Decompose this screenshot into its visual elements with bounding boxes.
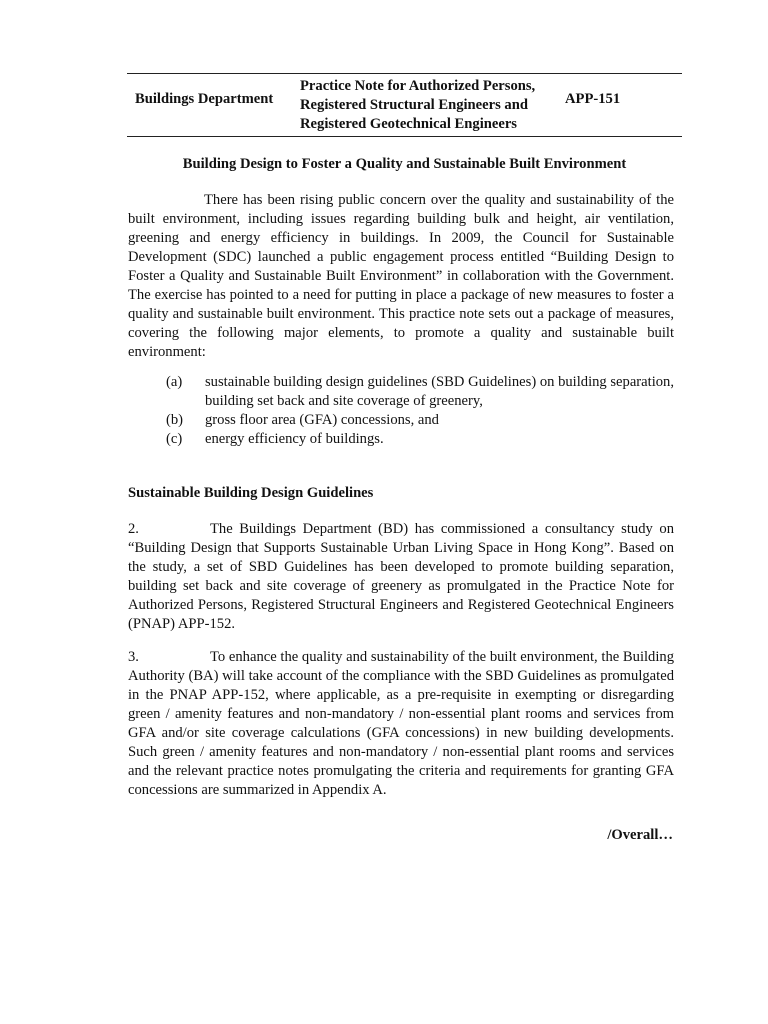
list-item xyxy=(166,430,674,449)
header-practice-note-code: APP-151 xyxy=(565,91,621,107)
header-top-rule xyxy=(127,73,682,74)
paragraph-text: The Buildings Department (BD) has commissioned a consultancy study on “Building Design that Supports Sustainable Urban Living Space in Hong Kong”. Based on the study, a set of SBD Guidelines has been developed to promote building separation, building set back and site coverage of greenery as promulgated in the Practice Note for Authorized Persons, Registered Structural Engineers and Registered Geotechnical Engineers (PNAP) APP-152. xyxy=(128,521,674,632)
elements-list xyxy=(166,373,674,449)
list-item-text: sustainable building design guidelines (SBD Guidelines) on building separation, building set back and site coverage of greenery, xyxy=(205,374,674,409)
continued-marker: /Overall… xyxy=(607,827,673,843)
paragraph-number: 2. xyxy=(128,521,139,537)
paragraph-3 xyxy=(128,648,674,800)
list-item-label: (c) xyxy=(166,431,183,447)
paragraph-text: To enhance the quality and sustainability of the built environment, the Building Authority (BA) will take account of the compliance with the SBD Guidelines as promulgated in the PNAP APP-152, where applicable, as a pre-requisite in exempting or disregarding green / amenity features and non-mandatory / non-essential plant rooms and services from GFA and/or site coverage calculations (GFA concessions) in new building developments. Such green / amenity features and non-mandatory / non-essential plant rooms and services and the relevant practice notes promulgating the criteria and requirements for granting GFA concessions are summarized in Appendix A. xyxy=(128,649,674,798)
paragraph-number: 3. xyxy=(128,649,139,665)
paragraph-2 xyxy=(128,520,674,634)
intro-paragraph: There has been rising public concern over the quality and sustainability of the built environment, including issues regarding building bulk and height, air ventilation, greening and energy efficiency in buildings. In 2009, the Council for Sustainable Development (SDC) launched a public engagement process entitled “Building Design to Foster a Quality and Sustainable Built Environment” in collaboration with the Government. The exercise has pointed to a need for putting in place a package of new measures to foster a quality and sustainable built environment. This practice note sets out a package of measures, covering the following major elements, to promote a quality and sustainable built environment: xyxy=(128,192,674,360)
list-item-label: (b) xyxy=(166,412,184,428)
list-item xyxy=(166,411,674,430)
list-item-label: (a) xyxy=(166,374,183,390)
list-item xyxy=(166,373,674,411)
list-item-text: energy efficiency of buildings. xyxy=(205,431,384,447)
document-title: Building Design to Foster a Quality and Sustainable Built Environment xyxy=(182,156,627,172)
header-title-line: Practice Note for Authorized Persons, xyxy=(300,78,536,94)
header-title-line: Registered Structural Engineers and xyxy=(300,97,528,113)
header-department: Buildings Department xyxy=(135,91,274,107)
header-bottom-rule xyxy=(127,136,682,137)
header-title-line: Registered Geotechnical Engineers xyxy=(300,116,517,132)
list-item-text: gross floor area (GFA) concessions, and xyxy=(205,412,439,428)
section-heading: Sustainable Building Design Guidelines xyxy=(128,485,374,501)
header-practice-note-title xyxy=(300,77,570,134)
